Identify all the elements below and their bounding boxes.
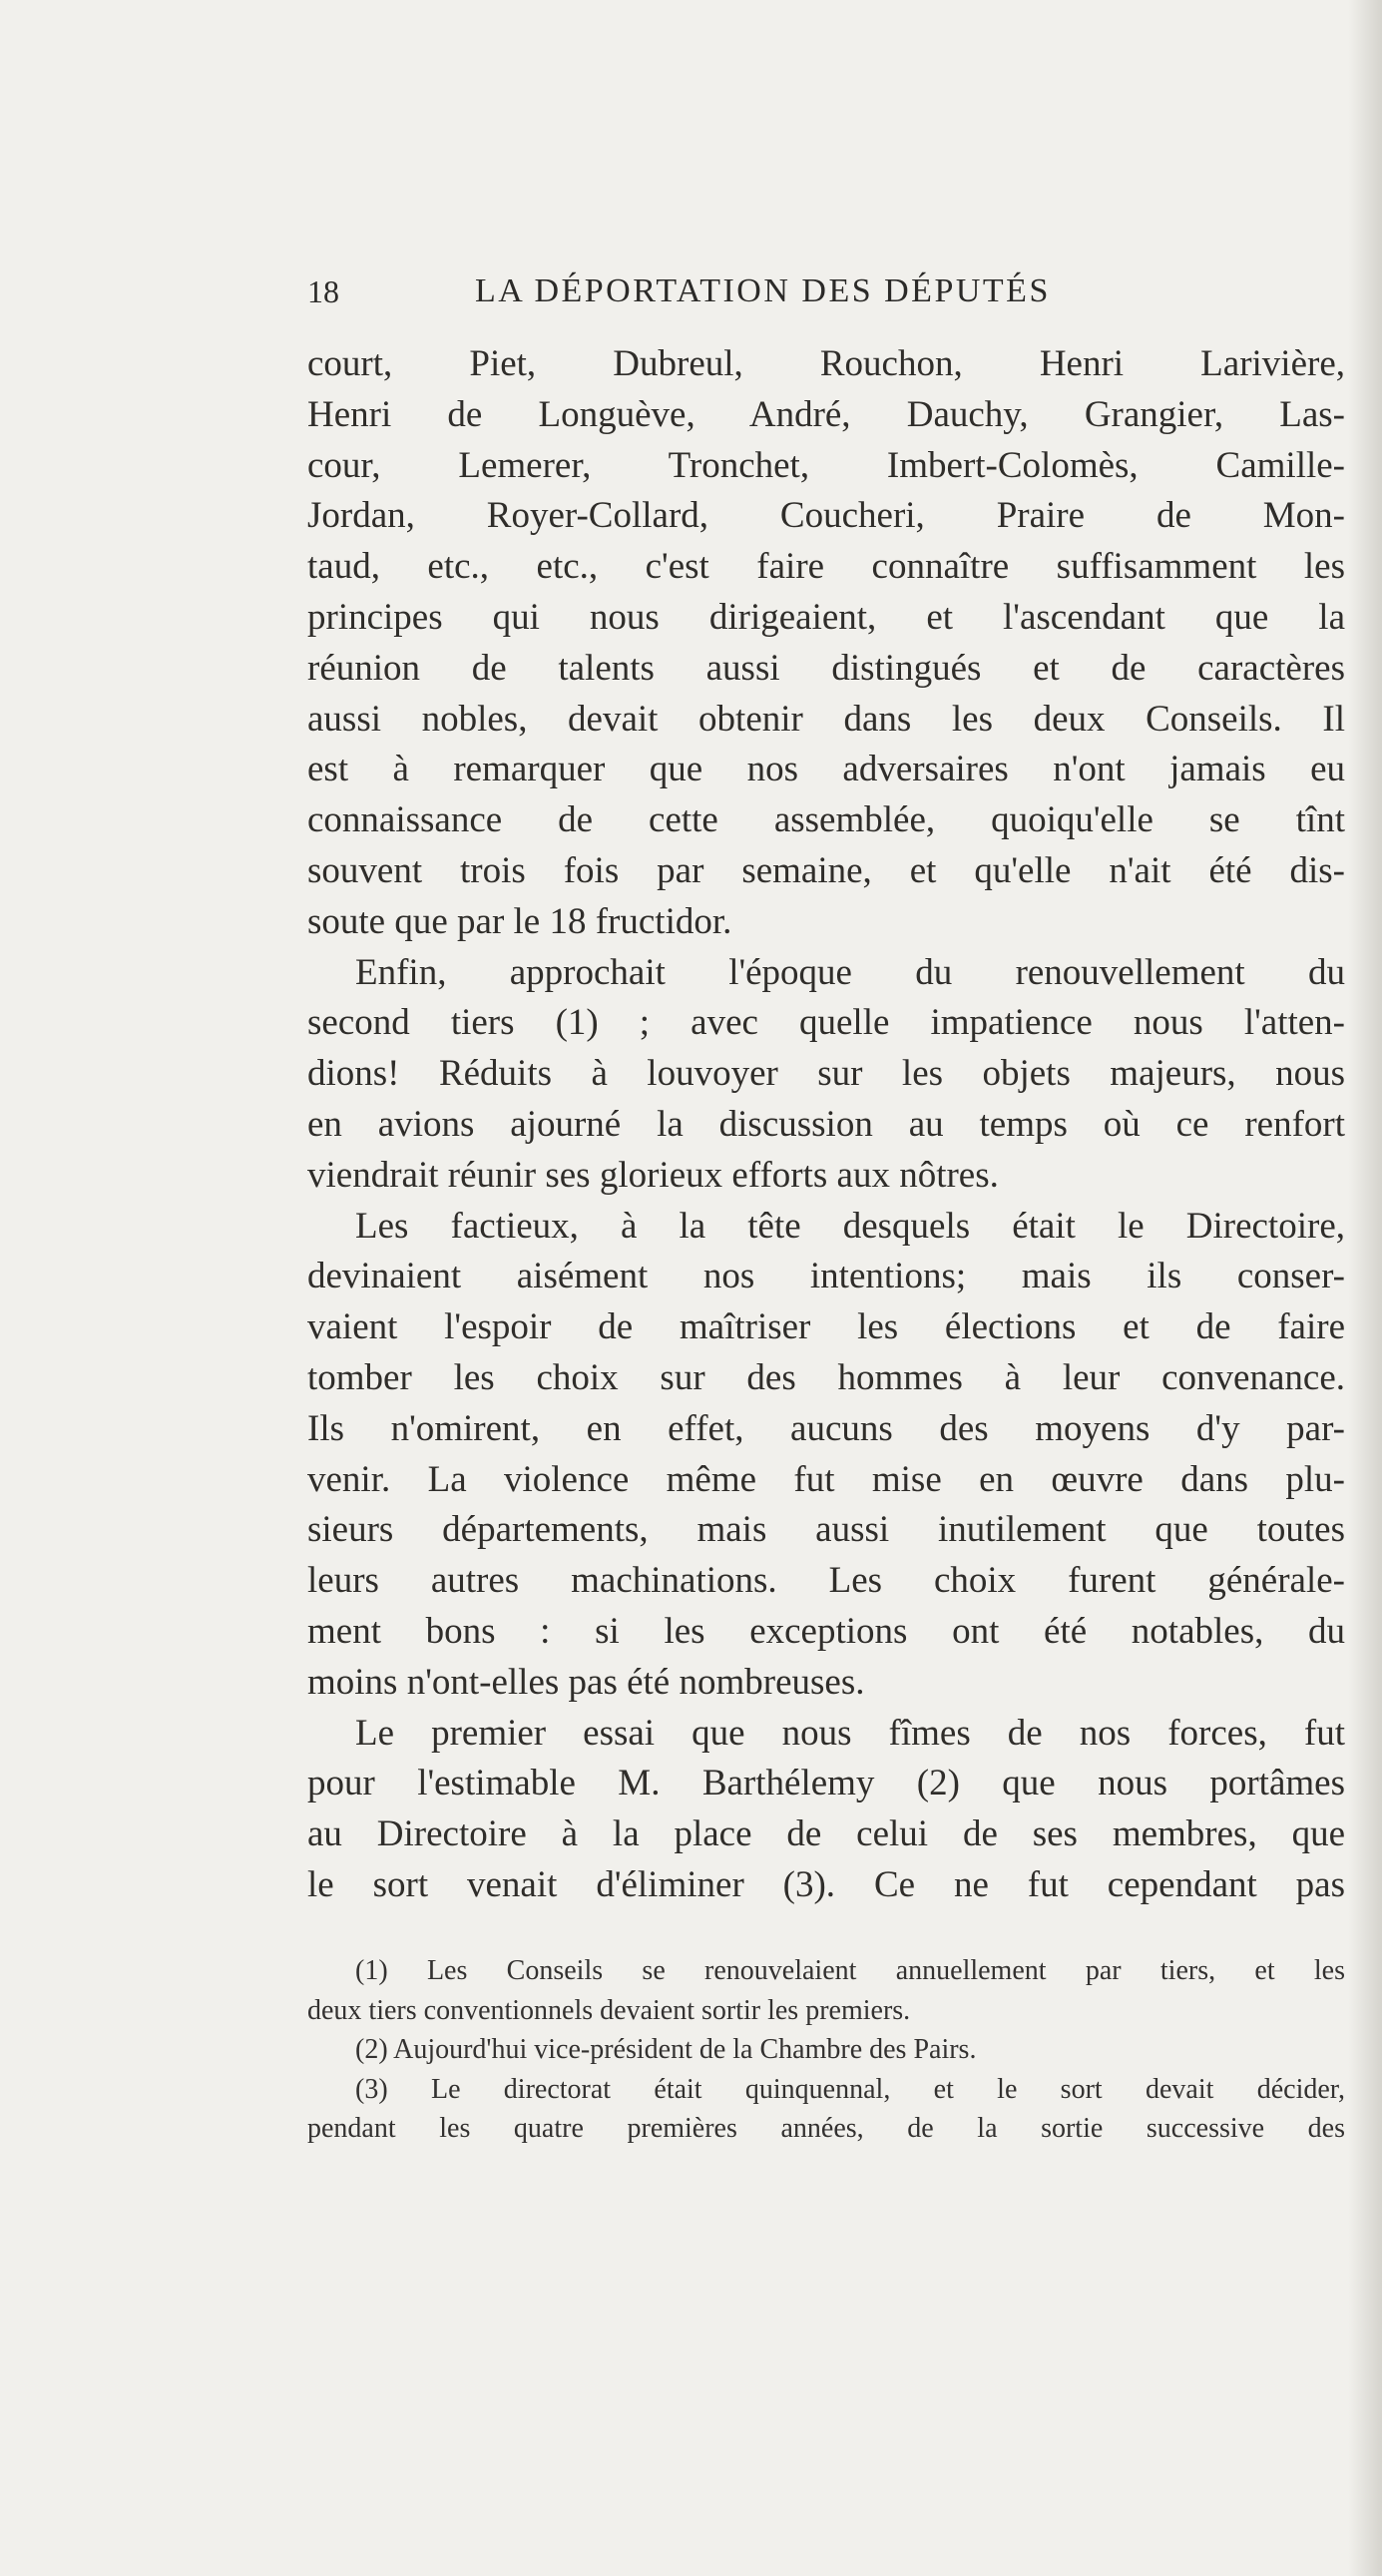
- footnotes: [307, 1951, 1345, 2149]
- page-number: 18: [307, 273, 339, 309]
- body-line: leurs autres machinations. Les choix furent générale-: [307, 1560, 1345, 1602]
- body-line: tomber les choix sur des hommes à leur convenance.: [307, 1356, 1345, 1398]
- body-line: soute que par le 18 fructidor.: [307, 900, 732, 942]
- body-line: connaissance de cette assemblée, quoiqu'elle se tînt: [307, 799, 1345, 841]
- body-line: ment bons : si les exceptions ont été notables, du: [307, 1610, 1345, 1652]
- body-line: Henri de Longuève, André, Dauchy, Grangier, Las-: [307, 393, 1345, 435]
- running-head: LA DÉPORTATION DES DÉPUTÉS: [475, 272, 1051, 309]
- body-line: pour l'estimable M. Barthélemy (2) que nous portâmes: [307, 1763, 1345, 1804]
- body-line: le sort venait d'éliminer (3). Ce ne fut cependant pas: [307, 1863, 1345, 1905]
- footnote-line: deux tiers conventionnels devaient sortir les premiers.: [307, 1994, 911, 2026]
- body-line: aussi nobles, devait obtenir dans les deux Conseils. Il: [307, 698, 1345, 740]
- body-text: [307, 339, 1345, 1911]
- body-line: second tiers (1) ; avec quelle impatience nous l'atten-: [307, 1002, 1345, 1044]
- body-line: cour, Lemerer, Tronchet, Imbert-Colomès, Camille-: [307, 444, 1345, 486]
- body-line: réunion de talents aussi distingués et de caractères: [307, 647, 1345, 689]
- body-line: Enfin, approchait l'époque du renouvellement du: [355, 951, 1345, 993]
- body-line: en avions ajourné la discussion au temps où ce renfort: [307, 1103, 1345, 1145]
- body-line: Jordan, Royer-Collard, Coucheri, Praire de Mon-: [307, 495, 1345, 537]
- footnote-line: pendant les quatre premières années, de la sortie successive des: [307, 2113, 1345, 2144]
- footnote-line: (1) Les Conseils se renouvelaient annuellement par tiers, et les: [355, 1955, 1345, 1986]
- body-line: au Directoire à la place de celui de ses membres, que: [307, 1813, 1345, 1855]
- body-line: Les factieux, à la tête desquels était le Directoire,: [355, 1205, 1345, 1247]
- page-edge-shadow: [1348, 0, 1382, 2576]
- body-line: taud, etc., etc., c'est faire connaître suffisamment les: [307, 546, 1345, 588]
- body-line: Ils n'omirent, en effet, aucuns des moyens d'y par-: [307, 1407, 1345, 1449]
- body-line: dions! Réduits à louvoyer sur les objets majeurs, nous: [307, 1053, 1345, 1095]
- body-line: viendrait réunir ses glorieux efforts aux nôtres.: [307, 1154, 999, 1196]
- body-line: est à remarquer que nos adversaires n'ont jamais eu: [307, 749, 1345, 790]
- footnote-line: (2) Aujourd'hui vice-président de la Chambre des Pairs.: [355, 2034, 977, 2065]
- body-line: devinaient aisément nos intentions; mais ils conser-: [307, 1256, 1345, 1297]
- footnote-line: (3) Le directorat était quinquennal, et le sort devait décider,: [355, 2073, 1345, 2105]
- body-line: sieurs départements, mais aussi inutilement que toutes: [307, 1509, 1345, 1551]
- body-line: court, Piet, Dubreul, Rouchon, Henri Larivière,: [307, 343, 1345, 384]
- body-line: venir. La violence même fut mise en œuvre dans plu-: [307, 1458, 1345, 1500]
- body-line: souvent trois fois par semaine, et qu'elle n'ait été dis-: [307, 849, 1345, 891]
- body-line: principes qui nous dirigeaient, et l'ascendant que la: [307, 596, 1345, 638]
- page-header: [307, 269, 1345, 313]
- body-line: vaient l'espoir de maîtriser les élections et de faire: [307, 1306, 1345, 1348]
- body-line: Le premier essai que nous fîmes de nos forces, fut: [355, 1712, 1345, 1754]
- body-line: moins n'ont-elles pas été nombreuses.: [307, 1661, 865, 1703]
